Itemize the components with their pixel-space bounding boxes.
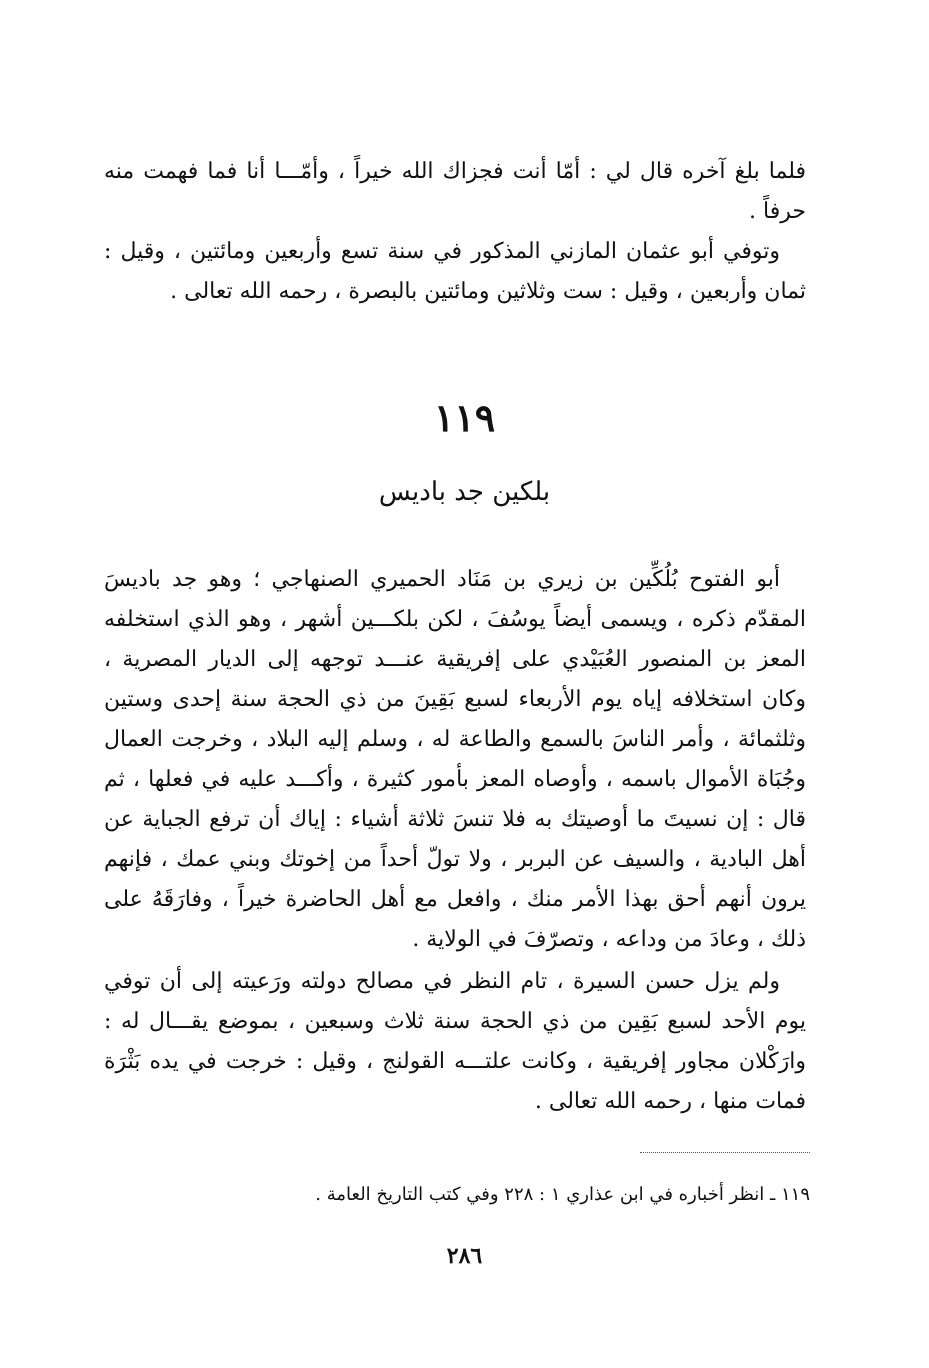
entry-title: بلكين جد باديس — [378, 477, 551, 507]
entry-paragraph-2: ولم يزل حسن السيرة ، تام النظر في مصالح دولته ورَعيته إلى أن توفي يوم الأحد لسبع بَقِين من ذي الحجة سنة ثلاث وسبعين ، بموضع يقـــال له : وارَكْلان مجاور إفريقية ، وكانت علتـــه القولنج ، وقيل : خرجت في يده بَثْرَة فمات منها ، رحمه الله تعالى . — [104, 969, 806, 1114]
footnote: ١١٩ ـ انظر أخباره في ابن عذاري ١ : ٢٢٨ وفي كتب التاريخ العامة . — [315, 1184, 810, 1205]
entry-number: ١١٩ — [433, 395, 496, 440]
footnote-divider — [640, 1152, 810, 1153]
entry-paragraph-1: أبو الفتوح بُلُكِّين بن زيري بن مَنَاد الحميري الصنهاجي ؛ وهو جد باديسَ المقدّم ذكره ، ويسمى أيضاً يوسُفَ ، لكن بلكـــين أشهر ، وهو الذي استخلفه المعز بن المنصور العُبَيْدي على إفريقية عنـــد توجهه إلى الديار المصرية ، وكان استخلافه إياه يوم الأربعاء لسبع بَقِينَ من ذي الحجة سنة إحدى وستين وثلثمائة ، وأمر الناسَ بالسمع والطاعة له ، وسلم إليه البلاد ، وخرجت العمال وجُبَاة الأموال باسمه ، وأوصاه المعز بأمور كثيرة ، وأكـــد عليه في فعلها ، ثم قال : إن نسيتَ ما أوصيتك به فلا تنسَ ثلاثة أشياء : إياك أن ترفع الجباية عن أهل البادية ، والسيف عن البربر ، ولا تولّ أحداً من إخوتك وبني عمك ، فإنهم يرون أنهم أحق بهذا الأمر منك ، وافعل مع أهل الحاضرة خيراً ، وفارَقَهُ على ذلك ، وعادَ من وداعه ، وتصرّفَ في الولاية . — [104, 567, 806, 952]
top-paragraph-1: فلما بلغ آخره قال لي : أمّا أنت فجزاك الله خيراً ، وأمّـــا أنا فما فهمت منه حرفاً . — [104, 159, 806, 224]
top-paragraph-2: وتوفي أبو عثمان المازني المذكور في سنة تسع وأربعين ومائتين ، وقيل : ثمان وأربعين ، وقيل : ست وثلاثين ومائتين بالبصرة ، رحمه الله تعالى . — [104, 239, 806, 304]
page-number: ٢٨٦ — [446, 1243, 483, 1269]
